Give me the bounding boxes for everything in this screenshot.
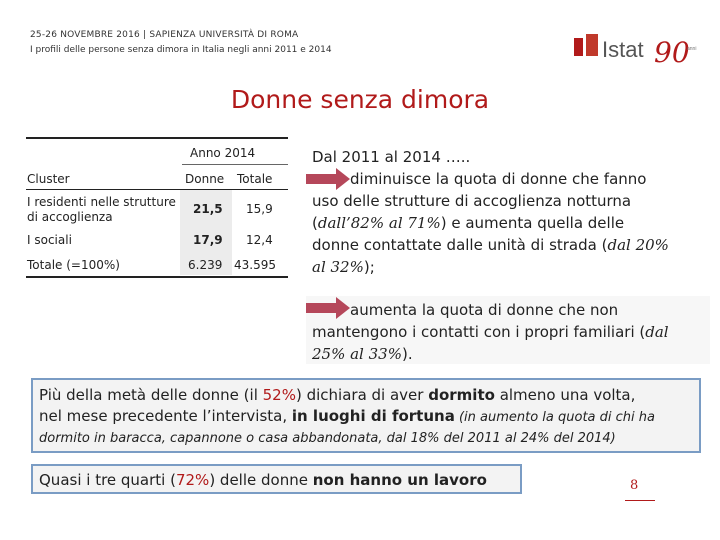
- text-span: mantengono i contatti con i propri familiari (: [312, 323, 646, 341]
- right-p1-line1: diminuisce la quota di donne che fanno: [350, 170, 647, 188]
- text-span-italic: al 32%: [312, 258, 364, 276]
- text-span: Quasi i tre quarti (: [39, 471, 176, 489]
- table-header-totale: Totale: [237, 172, 273, 186]
- table-cell-totale: 15,9: [246, 202, 273, 216]
- table-cell-donne: 21,5: [193, 202, 223, 216]
- table-row-label-line2: di accoglienza: [27, 210, 113, 224]
- text-span-bold: non hanno un lavoro: [312, 471, 487, 489]
- table-header-donne: Donne: [185, 172, 225, 186]
- text-span: );: [363, 258, 375, 276]
- right-p1-line4: [312, 234, 669, 256]
- text-span: (: [312, 214, 318, 232]
- box1-line1: [39, 385, 693, 406]
- percent-highlight: 52%: [262, 386, 296, 404]
- text-span: Più della metà delle donne (il: [39, 386, 263, 404]
- table-row-label: [27, 195, 176, 225]
- text-span-italic: dall’82% al 71%: [317, 214, 441, 232]
- text-span-bold: dormito: [428, 386, 495, 404]
- logo-block-1: [574, 38, 583, 56]
- text-span: ).: [401, 345, 413, 363]
- page-number: 8: [630, 478, 639, 493]
- right-p1-line3: [312, 212, 624, 234]
- table-cell-totale: 43.595: [234, 258, 276, 272]
- logo-block-2: [586, 34, 598, 56]
- text-span-italic: dal 20%: [607, 236, 669, 254]
- header-event-line: 25-26 NOVEMBRE 2016 | SAPIENZA UNIVERSITÀ DI ROMA: [30, 30, 299, 40]
- right-p2-line2: [312, 321, 669, 343]
- logo-small-text: anni: [687, 46, 697, 52]
- text-span: almeno una volta,: [494, 386, 636, 404]
- table-cell-donne: 17,9: [193, 233, 223, 247]
- percent-highlight: 72%: [175, 471, 210, 489]
- header-subtitle-line: I profili delle persone senza dimora in Italia negli anni 2011 e 2014: [30, 45, 332, 55]
- right-p1-line5: [312, 256, 375, 278]
- logo-number: 90: [654, 36, 690, 69]
- table-rule-header: [26, 189, 288, 190]
- table-header-cluster: Cluster: [27, 172, 70, 186]
- table-cell-donne: 6.239: [188, 258, 223, 272]
- text-span-italic: (in aumento la quota di chi ha: [454, 410, 655, 425]
- text-span: ) dichiara di aver: [295, 386, 429, 404]
- box1-line2: [39, 406, 693, 428]
- istat-logo: [572, 30, 697, 72]
- highlight-box-lavoro: [31, 464, 522, 494]
- table-year-header: Anno 2014: [190, 146, 256, 160]
- page-title: Donne senza dimora: [230, 85, 490, 114]
- logo-text: Istat: [602, 37, 644, 62]
- text-span: ) e aumenta quella delle: [440, 214, 625, 232]
- right-p2-line1: aumenta la quota di donne che non: [350, 301, 619, 319]
- right-p2-line3: [312, 343, 413, 365]
- text-span-italic: 25% al 33%: [312, 345, 402, 363]
- table-rule-mid: [182, 164, 288, 165]
- right-p1-line2: uso delle strutture di accoglienza notturna: [312, 192, 632, 210]
- box1-line3: dormito in baracca, capannone o casa abbandonata, dal 18% del 2011 al 24% del 2014): [39, 431, 616, 446]
- text-span-italic: dal: [645, 323, 669, 341]
- table-row-label-line1: I residenti nelle strutture: [27, 195, 176, 209]
- table-cell-totale: 12,4: [246, 233, 273, 247]
- arrow-right-icon: [306, 168, 350, 190]
- text-span: ) delle donne: [209, 471, 313, 489]
- arrow-right-icon: [306, 297, 350, 319]
- footer-rule: [625, 500, 655, 501]
- table-row-label: I sociali: [27, 233, 72, 247]
- table-rule-bottom: [26, 276, 288, 278]
- right-intro: Dal 2011 al 2014 …..: [312, 148, 471, 166]
- table-row-label: Totale (=100%): [27, 258, 120, 272]
- highlight-box-dormito: [31, 378, 701, 453]
- text-span: donne contattate dalle unità di strada (: [312, 236, 608, 254]
- text-span-bold: in luoghi di fortuna: [291, 407, 455, 425]
- text-span: nel mese precedente l’intervista,: [39, 407, 292, 425]
- table-rule-top: [26, 137, 288, 139]
